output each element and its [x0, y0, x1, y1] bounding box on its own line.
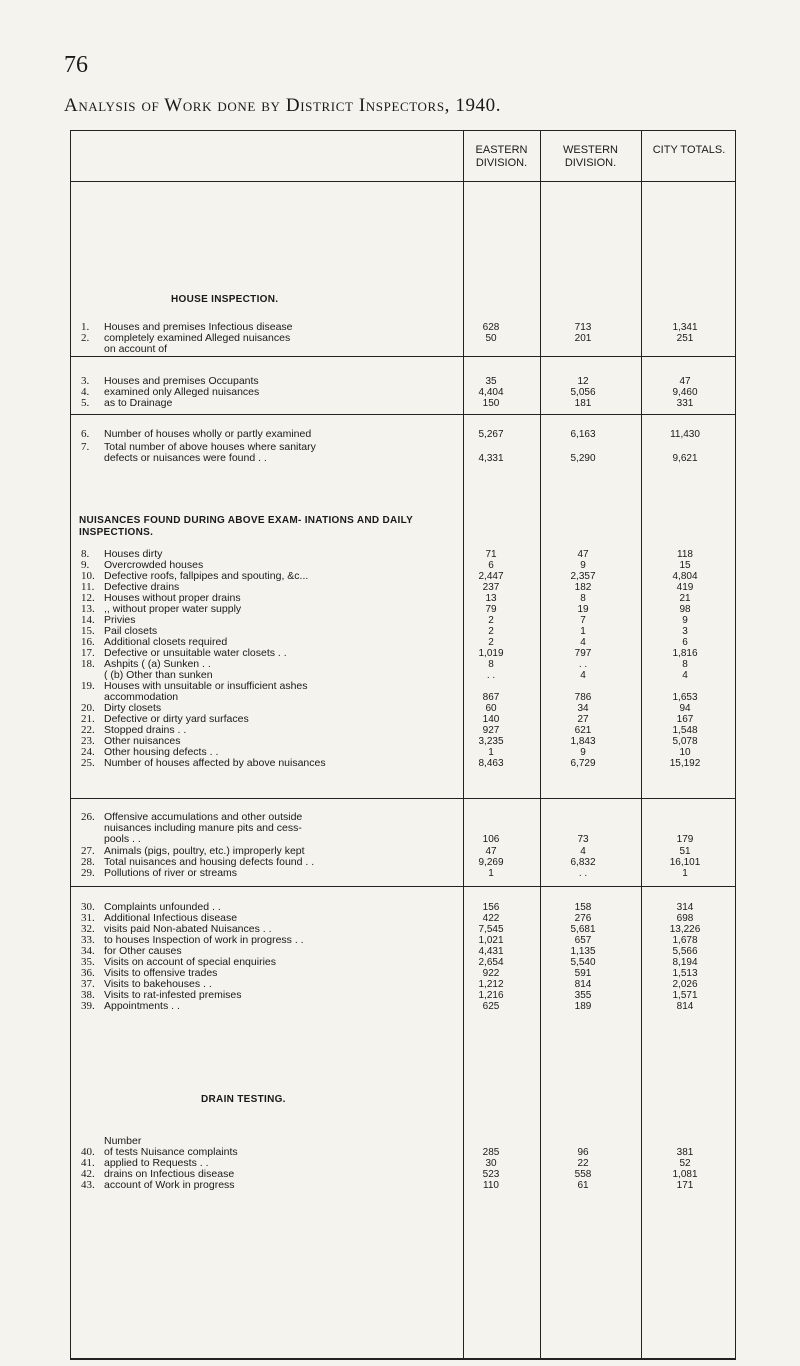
row-description: Defective or unsuitable water closets . .	[104, 647, 287, 659]
western-value: 73	[577, 834, 589, 845]
group-divider	[71, 356, 735, 357]
table-row	[71, 604, 735, 615]
city-total-value: 8,194	[672, 957, 698, 968]
row-number: 26.	[81, 811, 95, 823]
city-total-value: 94	[679, 703, 691, 714]
row-number: 36.	[81, 967, 95, 979]
row-description: Other housing defects . .	[104, 746, 219, 758]
row-description: as to Drainage	[104, 397, 173, 409]
row-number: 22.	[81, 724, 95, 736]
eastern-value: 1,019	[478, 648, 504, 659]
row-number: 15.	[81, 625, 95, 637]
city-total-value: 5,566	[672, 946, 698, 957]
row-description: Ashpits ( (a) Sunken . .	[104, 658, 211, 670]
eastern-value: 79	[485, 604, 497, 615]
eastern-value: 3,235	[478, 736, 504, 747]
eastern-value: 150	[482, 398, 500, 409]
row-number: 21.	[81, 713, 95, 725]
western-value: 34	[577, 703, 589, 714]
city-total-value: 15,192	[669, 758, 701, 769]
row-description: Houses dirty	[104, 548, 163, 560]
row-number: 25.	[81, 757, 95, 769]
western-value: 47	[577, 549, 589, 560]
row-description: account of Work in progress	[104, 1179, 235, 1191]
row-number: 41.	[81, 1157, 95, 1169]
city-total-value: 9,621	[672, 453, 698, 464]
row-number: 19.	[81, 680, 95, 692]
western-value: 1,135	[570, 946, 596, 957]
city-total-value: 171	[676, 1180, 694, 1191]
row-description: Defective or dirty yard surfaces	[104, 713, 249, 725]
western-value: 6,163	[570, 429, 596, 440]
row-description: Privies	[104, 614, 136, 626]
table-row	[71, 615, 735, 626]
eastern-value: 2	[488, 615, 494, 626]
western-value: 4	[580, 637, 586, 648]
western-value: 61	[577, 1180, 589, 1191]
row-description: for Other causes	[104, 945, 182, 957]
header-divider	[71, 181, 735, 182]
row-description: completely examined Alleged nuisances	[104, 332, 291, 344]
row-number: 5.	[81, 397, 90, 409]
eastern-value: 13	[485, 593, 497, 604]
row-number: 24.	[81, 746, 95, 758]
row-description: of tests Nuisance complaints	[104, 1146, 238, 1158]
city-total-value: 314	[676, 902, 694, 913]
city-total-value: 3	[682, 626, 688, 637]
row-number: 27.	[81, 845, 95, 857]
western-value: 22	[577, 1158, 589, 1169]
eastern-value: 71	[485, 549, 497, 560]
row-number: 40.	[81, 1146, 95, 1158]
row-number: 16.	[81, 636, 95, 648]
row-description: Additional closets required	[104, 636, 228, 648]
eastern-value: 922	[482, 968, 500, 979]
eastern-value: 2	[488, 626, 494, 637]
row-number: 13.	[81, 603, 95, 615]
row-description: Total number of above houses where sanitary	[104, 441, 316, 453]
row-description: ,, without proper water supply	[104, 603, 242, 615]
city-total-value: 2,026	[672, 979, 698, 990]
row-number: 39.	[81, 1000, 95, 1012]
row-number: 2.	[81, 332, 90, 344]
row-description: Visits on account of special enquiries	[104, 956, 276, 968]
city-total-value: 5,078	[672, 736, 698, 747]
eastern-value: 7,545	[478, 924, 504, 935]
western-value: 657	[574, 935, 592, 946]
col-header-city: CITY TOTALS.	[652, 144, 726, 156]
western-value: . .	[578, 868, 588, 879]
city-total-value: 13,226	[669, 924, 701, 935]
city-total-value: 4	[682, 670, 688, 681]
group-divider	[71, 798, 735, 799]
western-value: 814	[574, 979, 592, 990]
row-number: 12.	[81, 592, 95, 604]
eastern-value: 4,404	[478, 387, 504, 398]
western-value: 5,540	[570, 957, 596, 968]
row-description: Visits to offensive trades	[104, 967, 218, 979]
city-total-value: 179	[676, 834, 694, 845]
row-number: 20.	[81, 702, 95, 714]
row-number: 10.	[81, 570, 95, 582]
row-description: defects or nuisances were found . .	[104, 452, 267, 464]
city-total-value: 16,101	[669, 857, 701, 868]
table-row	[71, 453, 735, 464]
eastern-value: 422	[482, 913, 500, 924]
eastern-value: 60	[485, 703, 497, 714]
row-number: 14.	[81, 614, 95, 626]
city-total-value: 9,460	[672, 387, 698, 398]
city-total-value: 331	[676, 398, 694, 409]
row-description: Number of houses wholly or partly examined	[104, 428, 312, 440]
row-description: to houses Inspection of work in progress . .	[104, 934, 304, 946]
eastern-value: 140	[482, 714, 500, 725]
eastern-value: 1	[488, 747, 494, 758]
table-row	[71, 1180, 735, 1191]
row-number: 29.	[81, 867, 95, 879]
row-number: 35.	[81, 956, 95, 968]
row-number: 18.	[81, 658, 95, 670]
eastern-value: 6	[488, 560, 494, 571]
city-total-value: 21	[679, 593, 691, 604]
city-total-value: 167	[676, 714, 694, 725]
eastern-value: 1,212	[478, 979, 504, 990]
western-value: 2,357	[570, 571, 596, 582]
table-row	[71, 333, 735, 344]
row-number: 7.	[81, 441, 90, 453]
city-total-value: 814	[676, 1001, 694, 1012]
city-total-value: 1,678	[672, 935, 698, 946]
row-number: 11.	[81, 581, 95, 593]
row-number: 32.	[81, 923, 95, 935]
eastern-value: 35	[485, 376, 497, 387]
eastern-value: 1,021	[478, 935, 504, 946]
row-number: 4.	[81, 386, 90, 398]
table-row	[71, 429, 735, 440]
eastern-value: 927	[482, 725, 500, 736]
city-total-value: 1	[682, 868, 688, 879]
western-value: 786	[574, 692, 592, 703]
row-number: 28.	[81, 856, 95, 868]
row-description: applied to Requests . .	[104, 1157, 209, 1169]
row-description: Dirty closets	[104, 702, 162, 714]
row-number: 38.	[81, 989, 95, 1001]
eastern-value: 156	[482, 902, 500, 913]
row-number: 3.	[81, 375, 90, 387]
row-description: Number of houses affected by above nuisances	[104, 757, 326, 769]
city-total-value: 251	[676, 333, 694, 344]
city-total-value: 6	[682, 637, 688, 648]
western-value: 9	[580, 747, 586, 758]
section-nuisances: NUISANCES FOUND DURING ABOVE EXAM- INATIONS AND DAILY INSPECTIONS.	[79, 515, 413, 538]
row-description: Visits to bakehouses . .	[104, 978, 212, 990]
row-description: on account of	[104, 343, 168, 355]
western-value: 9	[580, 560, 586, 571]
eastern-value: 1	[488, 868, 494, 879]
western-value: 621	[574, 725, 592, 736]
eastern-value: 1,216	[478, 990, 504, 1001]
city-total-value: 47	[679, 376, 691, 387]
row-description: Stopped drains . .	[104, 724, 187, 736]
city-total-value: 4,804	[672, 571, 698, 582]
city-total-value: 1,571	[672, 990, 698, 1001]
row-number: 37.	[81, 978, 95, 990]
page-title: Analysis of Work done by District Inspectors, 1940.	[64, 95, 502, 116]
western-value: 96	[577, 1147, 589, 1158]
western-value: 6,832	[570, 857, 596, 868]
analysis-table	[70, 130, 736, 1360]
row-description: nuisances including manure pits and cess-	[104, 822, 302, 834]
western-value: 27	[577, 714, 589, 725]
western-value: 6,729	[570, 758, 596, 769]
city-total-value: 118	[677, 549, 693, 560]
western-value: 189	[574, 1001, 592, 1012]
western-value: 5,290	[570, 453, 596, 464]
row-description: examined only Alleged nuisances	[104, 386, 260, 398]
eastern-value: 285	[482, 1147, 500, 1158]
row-description: Houses and premises Infectious disease	[104, 321, 293, 333]
city-total-value: 10	[679, 747, 691, 758]
western-value: 8	[580, 593, 586, 604]
western-value: 19	[577, 604, 589, 615]
city-total-value: 1,081	[672, 1169, 698, 1180]
eastern-value: 625	[482, 1001, 500, 1012]
western-value: 5,056	[570, 387, 596, 398]
row-description: Pail closets	[104, 625, 158, 637]
western-value: 158	[574, 902, 592, 913]
table-row	[71, 344, 735, 355]
row-description: accommodation	[104, 691, 179, 703]
city-total-value: 11,430	[670, 429, 700, 440]
western-value: 1	[580, 626, 586, 637]
western-value: 797	[574, 648, 592, 659]
city-total-value: 8	[682, 659, 688, 670]
row-description: Animals (pigs, poultry, etc.) improperly kept	[104, 845, 305, 857]
page-number: 76	[64, 52, 88, 78]
row-number: 30.	[81, 901, 95, 913]
western-value: 4	[580, 670, 586, 681]
table-row	[71, 868, 735, 879]
city-total-value: 698	[676, 913, 694, 924]
row-description: Other nuisances	[104, 735, 181, 747]
western-value: 558	[574, 1169, 592, 1180]
eastern-value: 5,267	[478, 429, 504, 440]
eastern-value: 2,447	[478, 571, 504, 582]
eastern-value: 628	[482, 322, 500, 333]
city-total-value: 419	[676, 582, 694, 593]
city-total-value: 52	[679, 1158, 691, 1169]
row-description: Additional Infectious disease	[104, 912, 238, 924]
row-number: 33.	[81, 934, 95, 946]
eastern-value: 110	[483, 1180, 499, 1191]
city-total-value: 9	[682, 615, 688, 626]
row-description: Houses and premises Occupants	[104, 375, 259, 387]
city-total-value: 98	[679, 604, 691, 615]
city-total-value: 1,513	[672, 968, 698, 979]
eastern-value: . .	[486, 670, 496, 681]
section-drain-testing: DRAIN TESTING.	[201, 1094, 286, 1105]
row-number: 6.	[81, 428, 90, 440]
row-description: Appointments . .	[104, 1000, 180, 1012]
western-value: 7	[580, 615, 586, 626]
row-description: visits paid Non-abated Nuisances . .	[104, 923, 272, 935]
eastern-value: 2,654	[478, 957, 504, 968]
row-number: 34.	[81, 945, 95, 957]
group-divider	[71, 886, 735, 887]
western-value: 5,681	[570, 924, 596, 935]
row-description: drains on Infectious disease	[104, 1168, 235, 1180]
row-description: Pollutions of river or streams	[104, 867, 238, 879]
row-number: 31.	[81, 912, 95, 924]
row-description: Houses with unsuitable or insufficient ashes	[104, 680, 308, 692]
eastern-value: 47	[485, 846, 497, 857]
row-number: 17.	[81, 647, 95, 659]
row-description: Defective drains	[104, 581, 180, 593]
row-number: 9.	[81, 559, 90, 571]
eastern-value: 867	[482, 692, 500, 703]
table-row	[71, 692, 735, 703]
city-total-value: 1,653	[672, 692, 698, 703]
western-value: 182	[574, 582, 592, 593]
city-total-value: 51	[679, 846, 691, 857]
city-total-value: 1,816	[672, 648, 698, 659]
city-total-value: 15	[679, 560, 691, 571]
western-value: 1,843	[570, 736, 596, 747]
table-row	[71, 1001, 735, 1012]
row-number: 23.	[81, 735, 95, 747]
eastern-value: 30	[485, 1158, 497, 1169]
table-row	[71, 834, 735, 845]
row-description: Visits to rat-infested premises	[104, 989, 242, 1001]
group-divider	[71, 414, 735, 415]
eastern-value: 4,331	[478, 453, 504, 464]
col-header-eastern: EASTERN DIVISION.	[475, 144, 528, 169]
row-number: 42.	[81, 1168, 95, 1180]
city-total-value: 381	[676, 1147, 694, 1158]
western-value: 12	[577, 376, 589, 387]
section-house-inspection: HOUSE INSPECTION.	[171, 294, 279, 305]
western-value: 276	[574, 913, 592, 924]
western-value: . .	[578, 659, 588, 670]
row-description: ( (b) Other than sunken	[104, 669, 213, 681]
eastern-value: 2	[488, 637, 494, 648]
row-description: pools . .	[104, 833, 141, 845]
row-description: Offensive accumulations and other outside	[104, 811, 303, 823]
eastern-value: 8	[488, 659, 494, 670]
row-number: 8.	[81, 548, 90, 560]
row-description: Number	[104, 1135, 142, 1147]
table-row	[71, 758, 735, 769]
eastern-value: 523	[482, 1169, 500, 1180]
row-description: Houses without proper drains	[104, 592, 241, 604]
eastern-value: 4,431	[478, 946, 504, 957]
western-value: 181	[574, 398, 592, 409]
row-description: Defective roofs, fallpipes and spouting, &c...	[104, 570, 309, 582]
western-value: 591	[574, 968, 592, 979]
eastern-value: 8,463	[478, 758, 504, 769]
western-value: 713	[574, 322, 592, 333]
city-total-value: 1,548	[672, 725, 698, 736]
eastern-value: 106	[482, 834, 500, 845]
eastern-value: 9,269	[478, 857, 504, 868]
western-value: 355	[574, 990, 592, 1001]
western-value: 201	[574, 333, 592, 344]
city-total-value: 1,341	[672, 322, 698, 333]
eastern-value: 50	[485, 333, 497, 344]
table-row	[71, 823, 735, 834]
row-number: 43.	[81, 1179, 95, 1191]
row-description: Total nuisances and housing defects found . .	[104, 856, 315, 868]
row-description: Complaints unfounded . .	[104, 901, 221, 913]
row-description: Overcrowded houses	[104, 559, 204, 571]
row-number: 1.	[81, 321, 90, 333]
col-header-western: WESTERN DIVISION.	[563, 144, 618, 169]
eastern-value: 237	[482, 582, 500, 593]
western-value: 4	[580, 846, 586, 857]
table-row	[71, 398, 735, 409]
